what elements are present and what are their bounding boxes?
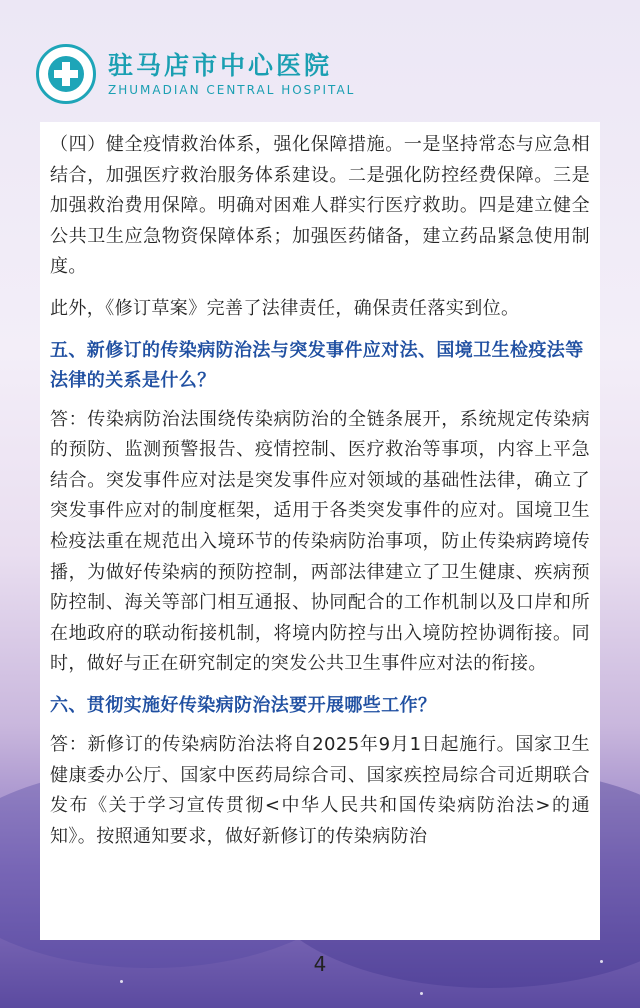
background-sparkle [120,980,123,983]
article-paragraph: 答：新修订的传染病防治法将自2025年9月1日起施行。国家卫生健康委办公厅、国家中医药局综合司、国家疾控局综合司近期联合发布《关于学习宣传贯彻<中华人民共和国传染病防治法>的通知》。按照通知要求，做好新修订的传染病防治 [50,733,590,847]
article-content [40,122,600,852]
hospital-name-cn: 驻马店市中心医院 [108,51,333,80]
section-heading: 五、新修订的传染病防治法与突发事件应对法、国境卫生检疫法等法律的关系是什么？ [50,339,584,391]
hospital-header [36,42,355,106]
hospital-name-en: ZHUMADIAN CENTRAL HOSPITAL [108,83,356,97]
article-paragraph: （四）健全疫情救治体系，强化保障措施。一是坚持常态与应急相结合，加强医疗救治服务体系建设。二是强化防控经费保障。三是加强救治费用保障。明确对困难人群实行医疗救助。四是建立健全公共卫生应急物资保障体系；加强医药储备，建立药品紧急使用制度。 [50,134,590,278]
article-paragraph: 答：传染病防治法围绕传染病防治的全链条展开，系统规定传染病的预防、监测预警报告、疫情控制、医疗救治等事项，内容上平急结合。突发事件应对法是突发事件应对领域的基础性法律，确立了突发事件应对的制度框架，适用于各类突发事件的应对。国境卫生检疫法重在规范出入境环节的传染病防治事项，防止传染病跨境传播，为做好传染病的预防控制，两部法律建立了卫生健康、疾病预防控制、海关等部门相互通报、协同配合的工作机制以及口岸和所在地政府的联动衔接机制，将境内防控与出入境防控协调衔接。同时，做好与正在研究制定的突发公共卫生事件应对法的衔接。 [50,408,590,675]
section-heading: 六、贯彻实施好传染病防治法要开展哪些工作？ [50,694,437,716]
page-number: 4 [313,952,327,976]
hospital-name [108,51,355,97]
article-paragraph: 此外，《修订草案》完善了法律责任，确保责任落实到位。 [50,297,520,319]
background-sparkle [420,992,423,995]
article-card [40,122,600,940]
hospital-cross-logo-icon [36,44,96,104]
